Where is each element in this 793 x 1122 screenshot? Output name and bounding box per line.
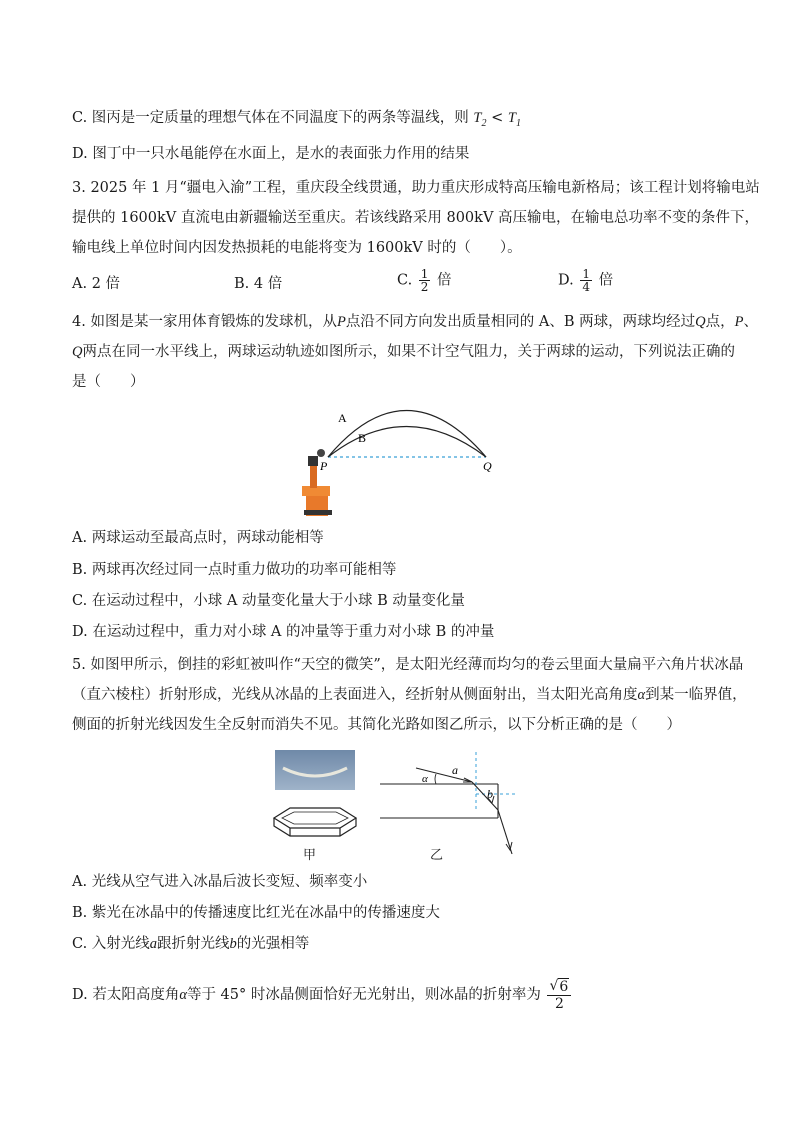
q5-stem-line2: （直六棱柱）折射形成，光线从冰晶的上表面进入，经折射从侧面射出，当太阳光高角度α到某一临界值， [72, 687, 747, 703]
label-b: B [358, 431, 367, 445]
fraction-one-half: $\frac{1}{2}$ [420, 267, 429, 294]
q3-option-b: B. 4 倍 [234, 276, 283, 292]
q3-option-a: A. 2 倍 [72, 276, 121, 292]
q4-option-b: B. 两球再次经过同一点时重力做功的功率可能相等 [72, 562, 397, 578]
q4-stem-line2: Q两点在同一水平线上，两球运动轨迹如图所示，如果不计空气阻力，关于两球的运动，下列说法正确的 [72, 344, 735, 360]
q5-figure-jia-photo [275, 750, 355, 790]
q3-stem-line1: 3. 2025 年 1 月“疆电入渝”工程，重庆段全线贯通，助力重庆形成特高压输电新格局；该工程计划将输电站 [72, 180, 760, 196]
label-a: A [338, 411, 347, 425]
math-t1: $T_1$ [507, 110, 521, 129]
q5-stem-line3: 侧面的折射光线因发生全反射而消失不见。其简化光路如图乙所示，以下分析正确的是（ ） [72, 717, 681, 733]
label-q: Q [483, 459, 492, 473]
fraction-sqrt6-over-2: √ 6 2 [547, 978, 571, 1012]
q5-hexagonal-crystal [270, 804, 360, 842]
q5-stem-line1: 5. 如图甲所示，倒挂的彩虹被叫作“天空的微笑”，是太阳光经薄而均匀的卷云里面大量扁平六角片状冰晶 [72, 657, 744, 673]
ball-machine-icon [302, 449, 332, 516]
q4-stem-line1: 4. 如图是某一家用体育锻炼的发球机，从P点沿不同方向发出质量相同的 A、B 两球，两球均经过Q点，P、 [72, 314, 758, 330]
q3-option-d: D. $\frac{1}{4}$ 倍 [558, 267, 614, 294]
q5-option-a: A. 光线从空气进入冰晶后波长变短、频率变小 [72, 874, 368, 890]
trajectory-a [328, 411, 486, 458]
label-p: P [320, 459, 328, 473]
caption-jia: 甲 [303, 848, 317, 863]
math-t2: $T_2$ [473, 110, 487, 129]
fraction-one-quarter: $\frac{1}{4}$ [582, 267, 590, 294]
q5-figure-yi-light-path [376, 752, 526, 862]
label-ray-a: a [452, 763, 458, 777]
q5-option-b: B. 紫光在冰晶中的传播速度比红光在冰晶中的传播速度大 [72, 905, 440, 921]
q3-stem-line3: 输电线上单位时间内因发热损耗的电能将变为 1600kV 时的（ ）。 [72, 240, 522, 256]
q4-stem-line3: 是（ ） [72, 374, 145, 390]
q5-option-c: C. 入射光线a跟折射光线b的光强相等 [72, 936, 310, 952]
q4-option-a: A. 两球运动至最高点时，两球动能相等 [72, 530, 324, 546]
q4-trajectory-figure [290, 398, 510, 522]
q2-option-c: C. 图丙是一定质量的理想气体在不同温度下的两条等温线，则 $T_2 < T_1$ [72, 110, 521, 129]
q4-option-d: D. 在运动过程中，重力对小球 A 的冲量等于重力对小球 B 的冲量 [72, 624, 495, 640]
q3-stem-line2: 提供的 1600kV 直流电由新疆输送至重庆。若该线路采用 800kV 高压输电，在输电总功率不变的条件下， [72, 210, 760, 226]
q3-option-c: C. $\frac{1}{2}$ 倍 [397, 267, 452, 294]
caption-yi: 乙 [430, 848, 444, 863]
label-alpha: α [422, 773, 428, 785]
label-ray-b: b [487, 787, 493, 801]
q2-option-d: D. 图丁中一只水黾能停在水面上，是水的表面张力作用的结果 [72, 146, 470, 162]
q5-option-d: D. 若太阳高度角α等于 45° 时冰晶侧面恰好无光射出，则冰晶的折射率为 √ 6 2 [72, 978, 573, 1012]
q4-option-c: C. 在运动过程中，小球 A 动量变化量大于小球 B 动量变化量 [72, 593, 465, 609]
trajectory-b [328, 427, 486, 458]
